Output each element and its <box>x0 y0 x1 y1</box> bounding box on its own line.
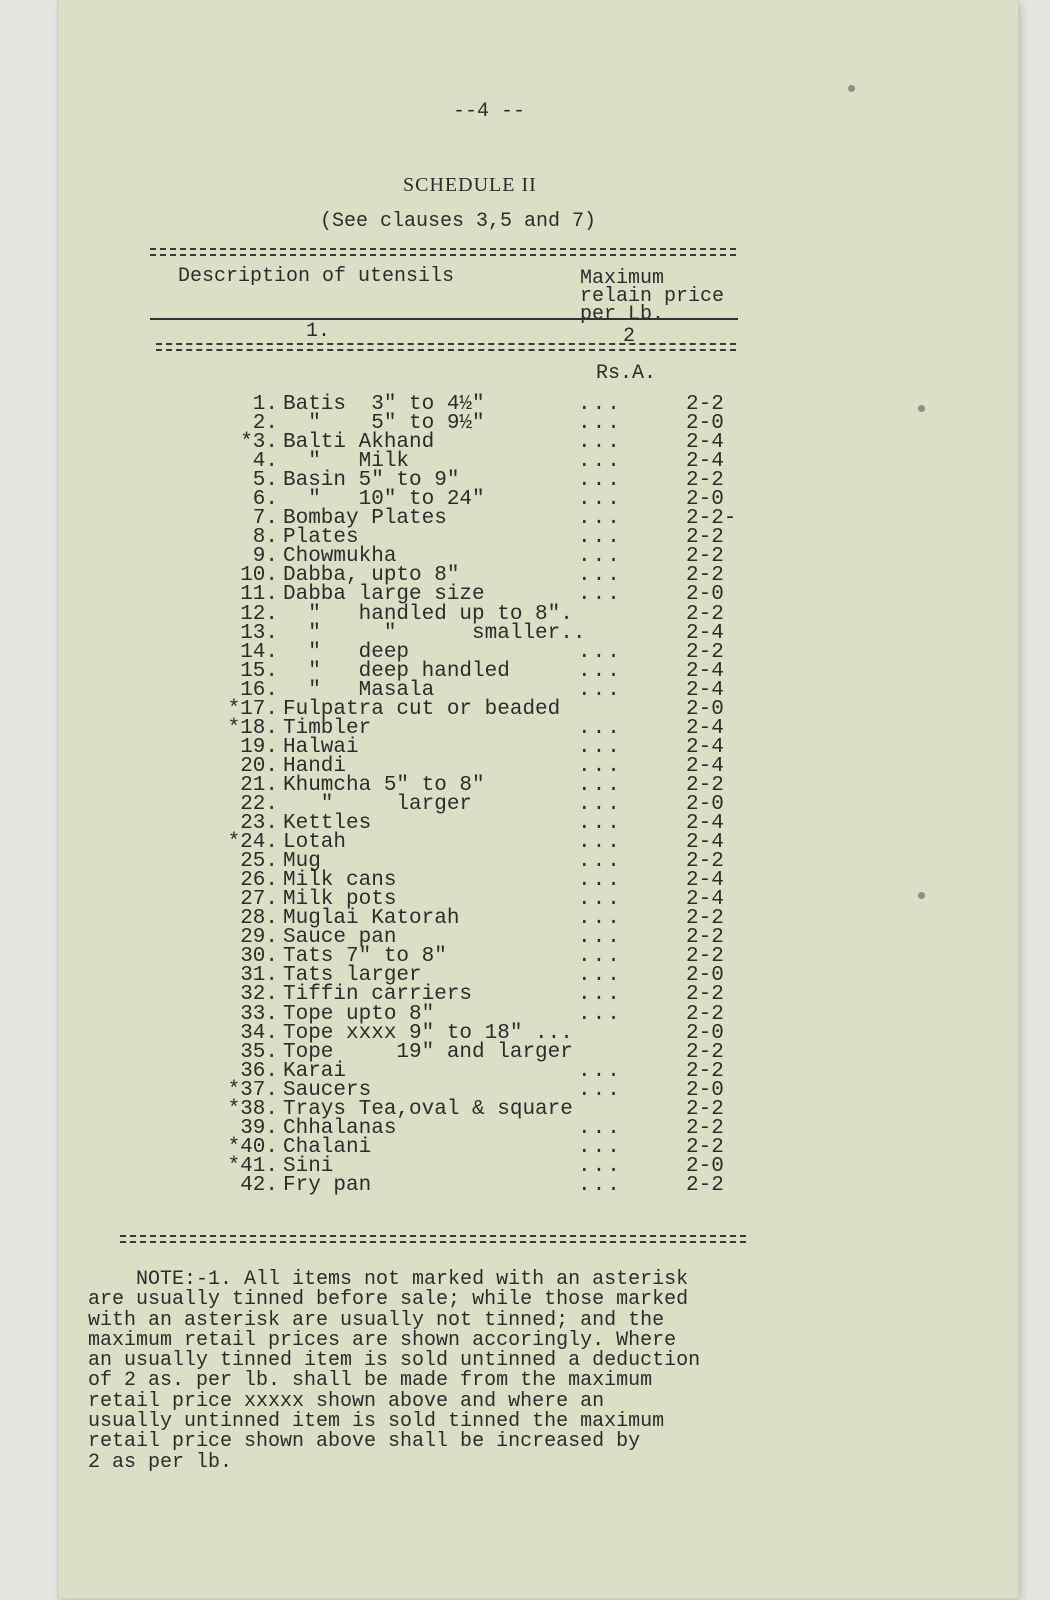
item-description: Tats larger <box>283 964 422 988</box>
item-number: 39. <box>240 1116 278 1140</box>
column-header-description: Description of utensils <box>178 265 455 288</box>
item-description: Balti Akhand <box>283 431 435 455</box>
leader-dots: ... <box>578 431 622 455</box>
double-rule-top <box>150 248 736 256</box>
column-number-1: 1. <box>306 320 331 343</box>
item-price: 2-0 <box>686 792 724 816</box>
leader-dots: ... <box>578 1154 622 1178</box>
item-description: Muglai Katorah <box>283 907 460 931</box>
item-price: 2-4 <box>686 754 724 778</box>
item-description: Khumcha 5" to 8" <box>283 773 485 797</box>
item-description: Mug <box>283 850 321 874</box>
footnote: NOTE:-1. All items not marked with an asterisk are usually tinned before sale; while those marked with an asterisk are usually not tinned; and the maximum retail prices are shown accoringly. Where an usually tinned item is sold untinned a deduction of 2 as. per lb. shall be made from the maximum retail price xxxxx shown above and where an usually untinned item is sold tinned the maximum retail price shown above shall be increased by 2 as per lb. <box>88 1268 701 1474</box>
leader-dots: ... <box>578 1002 622 1026</box>
item-number: 35. <box>240 1040 278 1064</box>
item-description: Lotah <box>283 831 347 855</box>
item-number: 14. <box>240 640 278 664</box>
item-price: 2-2 <box>686 1059 724 1083</box>
item-description: " Milk <box>283 450 410 474</box>
table-row <box>138 1021 724 1045</box>
item-number: 34. <box>240 1021 278 1045</box>
leader-dots: ... <box>578 983 622 1007</box>
item-price: 2-4 <box>686 678 724 702</box>
item-price: 2-2 <box>686 1116 724 1140</box>
item-price: 2-2 <box>686 1135 724 1159</box>
item-price: 2-2 <box>686 393 724 416</box>
item-number: 5. <box>252 469 278 493</box>
item-number: 29. <box>240 926 278 950</box>
item-number: 30. <box>240 945 278 969</box>
item-number: 33. <box>240 1002 278 1026</box>
item-number: *41. <box>227 1154 278 1178</box>
price-units: Rs.A. <box>596 362 657 385</box>
item-price: 2-2 <box>686 907 724 931</box>
leader-dots: ... <box>578 773 622 797</box>
table-row <box>138 678 724 702</box>
table-row <box>138 1078 724 1102</box>
table-row <box>138 1097 724 1121</box>
leader-dots: ... <box>578 945 622 969</box>
item-number: 36. <box>240 1059 278 1083</box>
item-number: 7. <box>252 507 278 531</box>
item-description: Chowmukha <box>283 545 397 569</box>
item-price: 2-2 <box>686 926 724 950</box>
item-price: 2-2- <box>686 507 737 531</box>
item-description: Chalani <box>283 1135 372 1159</box>
item-number: 13. <box>240 621 278 645</box>
column-header-price: Maximum relain price per Lb. <box>580 267 725 326</box>
leader-dots: ... <box>578 716 622 740</box>
item-number: 20. <box>240 754 278 778</box>
item-number: 32. <box>240 983 278 1007</box>
leader-dots: ... <box>578 1173 622 1197</box>
item-description: Halwai <box>283 735 359 759</box>
item-number: 2. <box>252 412 278 436</box>
item-number: 10. <box>240 564 278 588</box>
item-description: " handled up to 8". <box>283 602 573 626</box>
table-row <box>138 583 724 607</box>
table-row <box>138 1040 724 1064</box>
item-description: Trays Tea,oval & square <box>283 1097 573 1121</box>
item-number: 26. <box>240 869 278 893</box>
leader-dots: ... <box>578 792 622 816</box>
item-price: 2-0 <box>686 1078 724 1102</box>
item-price: 2-4 <box>686 621 724 645</box>
item-description: Dabba large size <box>283 583 485 607</box>
item-number: 31. <box>240 964 278 988</box>
leader-dots: ... <box>578 659 622 683</box>
paper-blemish <box>848 85 855 92</box>
item-price: 2-2 <box>686 1002 724 1026</box>
item-price: 2-4 <box>686 735 724 759</box>
leader-dots: ... <box>578 1078 622 1102</box>
table-row <box>138 1002 724 1026</box>
schedule-subtitle: (See clauses 3,5 and 7) <box>320 210 597 233</box>
item-price: 2-0 <box>686 583 724 607</box>
item-number: *40. <box>227 1135 278 1159</box>
leader-dots: ... <box>578 1059 622 1083</box>
column-number-2: 2 <box>623 325 636 348</box>
item-description: " larger <box>283 792 473 816</box>
item-price: 2-2 <box>686 1173 724 1197</box>
double-rule-mid <box>156 343 736 351</box>
table-row <box>138 659 724 683</box>
table-row <box>138 640 724 664</box>
item-price: 2-2 <box>686 564 724 588</box>
leader-dots: ... <box>578 1135 622 1159</box>
schedule-title: SCHEDULE II <box>403 174 537 196</box>
item-price: 2-2 <box>686 850 724 874</box>
item-number: 27. <box>240 888 278 912</box>
leader-dots: ... <box>578 964 622 988</box>
item-number: *17. <box>227 697 278 721</box>
item-number: 21. <box>240 773 278 797</box>
item-price: 2-2 <box>686 1040 724 1064</box>
item-price: 2-4 <box>686 888 724 912</box>
item-number: 8. <box>252 526 278 550</box>
leader-dots: ... <box>578 831 622 855</box>
leader-dots: ... <box>578 1116 622 1140</box>
item-number: 1. <box>252 393 278 416</box>
leader-dots: ... <box>578 869 622 893</box>
item-description: Kettles <box>283 812 372 836</box>
item-description: Batis 3" to 4½" <box>283 393 485 416</box>
table-row <box>138 602 724 626</box>
item-description: Milk cans <box>283 869 397 893</box>
leader-dots: ... <box>578 412 622 436</box>
item-price: 2-4 <box>686 450 724 474</box>
item-number: 4. <box>252 450 278 474</box>
leader-dots: ... <box>578 488 622 512</box>
leader-dots: ... <box>578 564 622 588</box>
item-price: 2-2 <box>686 640 724 664</box>
item-description: " deep handled <box>283 659 510 683</box>
item-price: 2-4 <box>686 431 724 455</box>
item-number: *18. <box>227 716 278 740</box>
item-description: " " smaller.. <box>283 621 586 645</box>
page-number: --4 -- <box>453 100 526 123</box>
leader-dots: ... <box>578 888 622 912</box>
table-row <box>138 983 724 1007</box>
table-row <box>138 1173 724 1197</box>
leader-dots: ... <box>578 469 622 493</box>
item-price: 2-4 <box>686 831 724 855</box>
item-description: Basin 5" to 9" <box>283 469 460 493</box>
item-number: 12. <box>240 602 278 626</box>
paper-blemish <box>918 892 925 899</box>
item-number: 11. <box>240 583 278 607</box>
leader-dots: ... <box>578 545 622 569</box>
item-description: Bombay Plates <box>283 507 447 531</box>
item-number: 15. <box>240 659 278 683</box>
leader-dots: ... <box>578 678 622 702</box>
item-description: Tats 7" to 8" <box>283 945 447 969</box>
item-number: *38. <box>227 1097 278 1121</box>
item-description: Dabba, upto 8" <box>283 564 460 588</box>
leader-dots: ... <box>578 583 622 607</box>
item-number: *37. <box>227 1078 278 1102</box>
item-price: 2-0 <box>686 697 724 721</box>
item-description: Timbler <box>283 716 372 740</box>
item-description: Tope xxxx 9" to 18" ... <box>283 1021 573 1045</box>
item-price: 2-0 <box>686 964 724 988</box>
item-description: Tope upto 8" <box>283 1002 435 1026</box>
item-price: 2-2 <box>686 983 724 1007</box>
item-price: 2-0 <box>686 412 724 436</box>
paper-blemish <box>918 405 925 412</box>
item-number: *24. <box>227 831 278 855</box>
leader-dots: ... <box>578 735 622 759</box>
item-price: 2-4 <box>686 659 724 683</box>
item-description: Chhalanas <box>283 1116 397 1140</box>
item-number: 16. <box>240 678 278 702</box>
item-price: 2-2 <box>686 945 724 969</box>
item-price: 2-2 <box>686 602 724 626</box>
item-price: 2-4 <box>686 716 724 740</box>
item-number: 25. <box>240 850 278 874</box>
item-description: Milk pots <box>283 888 397 912</box>
header-underline <box>150 318 738 320</box>
item-number: 6. <box>252 488 278 512</box>
item-description: Tope 19" and larger <box>283 1040 573 1064</box>
leader-dots: ... <box>578 754 622 778</box>
table-row <box>138 621 724 645</box>
item-number: 19. <box>240 735 278 759</box>
item-description: Fulpatra cut or beaded <box>283 697 561 721</box>
item-description: Handi <box>283 754 347 778</box>
item-price: 2-2 <box>686 469 724 493</box>
item-description: " 10" to 24" <box>283 488 485 512</box>
item-description: " Masala <box>283 678 435 702</box>
item-description: " deep <box>283 640 410 664</box>
item-price: 2-4 <box>686 869 724 893</box>
item-description: Tiffin carriers <box>283 983 473 1007</box>
item-description: Saucers <box>283 1078 372 1102</box>
table-row <box>138 697 724 721</box>
table-row <box>138 716 724 740</box>
item-price: 2-2 <box>686 526 724 550</box>
item-description: Plates <box>283 526 359 550</box>
item-price: 2-4 <box>686 812 724 836</box>
leader-dots: ... <box>578 926 622 950</box>
leader-dots: ... <box>578 640 622 664</box>
item-price: 2-0 <box>686 1154 724 1178</box>
leader-dots: ... <box>578 507 622 531</box>
item-price: 2-0 <box>686 488 724 512</box>
leader-dots: ... <box>578 850 622 874</box>
utensil-price-list <box>138 393 737 1197</box>
item-number: 28. <box>240 907 278 931</box>
item-price: 2-0 <box>686 1021 724 1045</box>
item-description: Fry pan <box>283 1173 372 1197</box>
item-number: 42. <box>240 1173 278 1197</box>
leader-dots: ... <box>578 526 622 550</box>
table-row <box>138 1116 724 1140</box>
item-number: *3. <box>240 431 278 455</box>
item-description: Sini <box>283 1154 334 1178</box>
item-description: " 5" to 9½" <box>283 412 485 436</box>
table-row <box>138 1059 724 1083</box>
double-rule-bottom <box>120 1235 746 1243</box>
document-page <box>58 0 1018 1598</box>
item-number: 9. <box>252 545 278 569</box>
item-price: 2-2 <box>686 773 724 797</box>
leader-dots: ... <box>578 812 622 836</box>
leader-dots: ... <box>578 907 622 931</box>
leader-dots: ... <box>578 450 622 474</box>
item-price: 2-2 <box>686 1097 724 1121</box>
item-number: 23. <box>240 812 278 836</box>
item-number: 22. <box>240 792 278 816</box>
item-price: 2-2 <box>686 545 724 569</box>
item-description: Karai <box>283 1059 347 1083</box>
item-description: Sauce pan <box>283 926 397 950</box>
leader-dots: ... <box>578 393 622 416</box>
